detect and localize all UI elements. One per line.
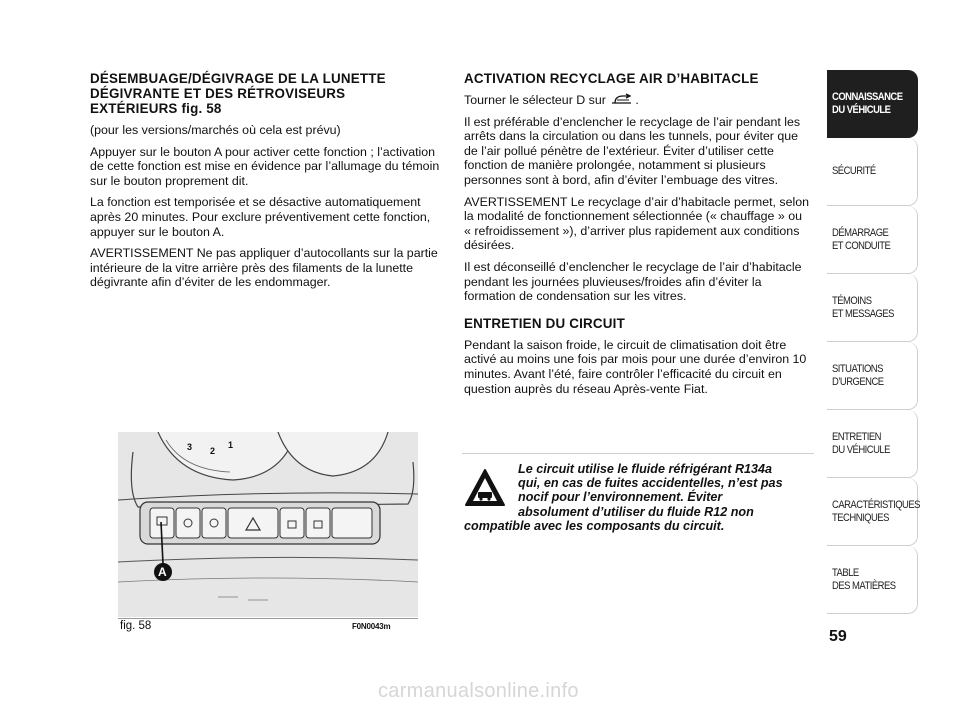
left-column (90, 71, 442, 297)
right-column (464, 71, 812, 403)
warning-line: absolument d’utiliser du fluide R12 non (518, 504, 754, 519)
page-number: 59 (829, 628, 847, 645)
dial-number: 3 (187, 442, 193, 452)
dashboard-illustration (118, 432, 418, 617)
paragraph: Il est déconseillé d’enclencher le recyclage de l’air d’habitacle pendant les journées pluvieuses/froides afin d’éviter la formation de condensation sur les vitres. (464, 259, 802, 304)
tab-caracteristiques-techniques[interactable]: CARACTÉRISTIQUES TECHNIQUES (827, 478, 918, 546)
environment-warning-box (462, 453, 814, 533)
warning-line: Le circuit utilise le fluide réfrigérant R134a (518, 462, 773, 476)
paragraph: Pendant la saison froide, le circuit de climatisation doit être activé au moins une fois par mois pour une durée d’environ 10 minutes. Avant l’été, faire contrôler l’efficacité du circuit en question auprès du réseau Après-vente Fiat. (464, 337, 807, 396)
tab-table-matieres[interactable]: TABLE DES MATIÈRES (827, 546, 918, 614)
dial-number: 2 (210, 446, 216, 456)
paragraph: Il est préférable d’enclencher le recyclage de l’air pendant les arrêts dans la circulation ou dans les tunnels, pour éviter que de l’air pollué pénètre de l’extérieur. Éviter d’utiliser cette fonction de manière prolongée, notamment si plusieurs personnes sont à bord, afin d’éviter l’embuage des vitres. (464, 114, 801, 187)
section-heading-recirculation: ACTIVATION RECYCLAGE AIR D’HABITACLE (464, 71, 759, 86)
warning-line: nocif pour l’environnement. Éviter (518, 490, 723, 505)
instruction: Tourner le sélecteur D sur . (464, 93, 639, 107)
section-heading-defrost: DÉSEMBUAGE/DÉGIVRAGE DE LA LUNETTE DÉGIVRANTE ET DES RÉTROVISEURS EXTÉRIEURS fig. 58 (90, 71, 386, 116)
tab-temoins-messages[interactable]: TÉMOINS ET MESSAGES (827, 274, 918, 342)
warning-paragraph: AVERTISSEMENT Ne pas appliquer d’autocollants sur la partie intérieure de la vitre arrière près des filaments de la lunette dégivrante afin d’éviter de les endommager. (90, 246, 438, 290)
callout-label-a: A (158, 565, 167, 579)
tab-entretien-vehicule[interactable]: ENTRETIEN DU VÉHICULE (827, 410, 918, 478)
figure-rule (118, 618, 418, 619)
watermark: carmanualsonline.info (378, 680, 579, 702)
warning-paragraph: AVERTISSEMENT Le recyclage d’air d’habitacle permet, selon la modalité de fonctionnement sélectionnée (« chauffage » ou « refroidissement »), d’arriver plus rapidement aux conditions désirées. (464, 194, 810, 253)
recirculation-icon (609, 93, 635, 105)
figure-caption: fig. 58 (120, 620, 152, 632)
tab-situations-urgence[interactable]: SITUATIONS D’URGENCE (827, 342, 918, 410)
figure-dashboard-buttons (118, 432, 418, 617)
paragraph: La fonction est temporisée et se désactive automatiquement après 20 minutes. Pour exclure préventivement cette fonction, appuyer sur le bouton A. (90, 195, 431, 239)
section-heading-maintenance: ENTRETIEN DU CIRCUIT (464, 315, 625, 331)
tab-securite[interactable]: SÉCURITÉ (827, 138, 918, 206)
figure-code: F0N0043m (352, 622, 391, 631)
chapter-sidebar (827, 70, 918, 614)
tab-demarrage-conduite[interactable]: DÉMARRAGE ET CONDUITE (827, 206, 918, 274)
warning-line: qui, en cas de fuites accidentelles, n’est pas (518, 476, 783, 491)
dial-number: 1 (228, 440, 234, 450)
warning-line: compatible avec les composants du circuit. (464, 518, 725, 533)
availability-note: (pour les versions/marchés où cela est prévu) (90, 123, 341, 137)
environment-warning-triangle-icon (464, 468, 506, 508)
paragraph: Appuyer sur le bouton A pour activer cette fonction ; l’activation de cette fonction est mise en évidence par l’allumage du témoin sur le bouton proprement dit. (90, 144, 440, 188)
tab-connaissance-vehicule[interactable]: CONNAISSANCE DU VÉHICULE (827, 70, 918, 138)
